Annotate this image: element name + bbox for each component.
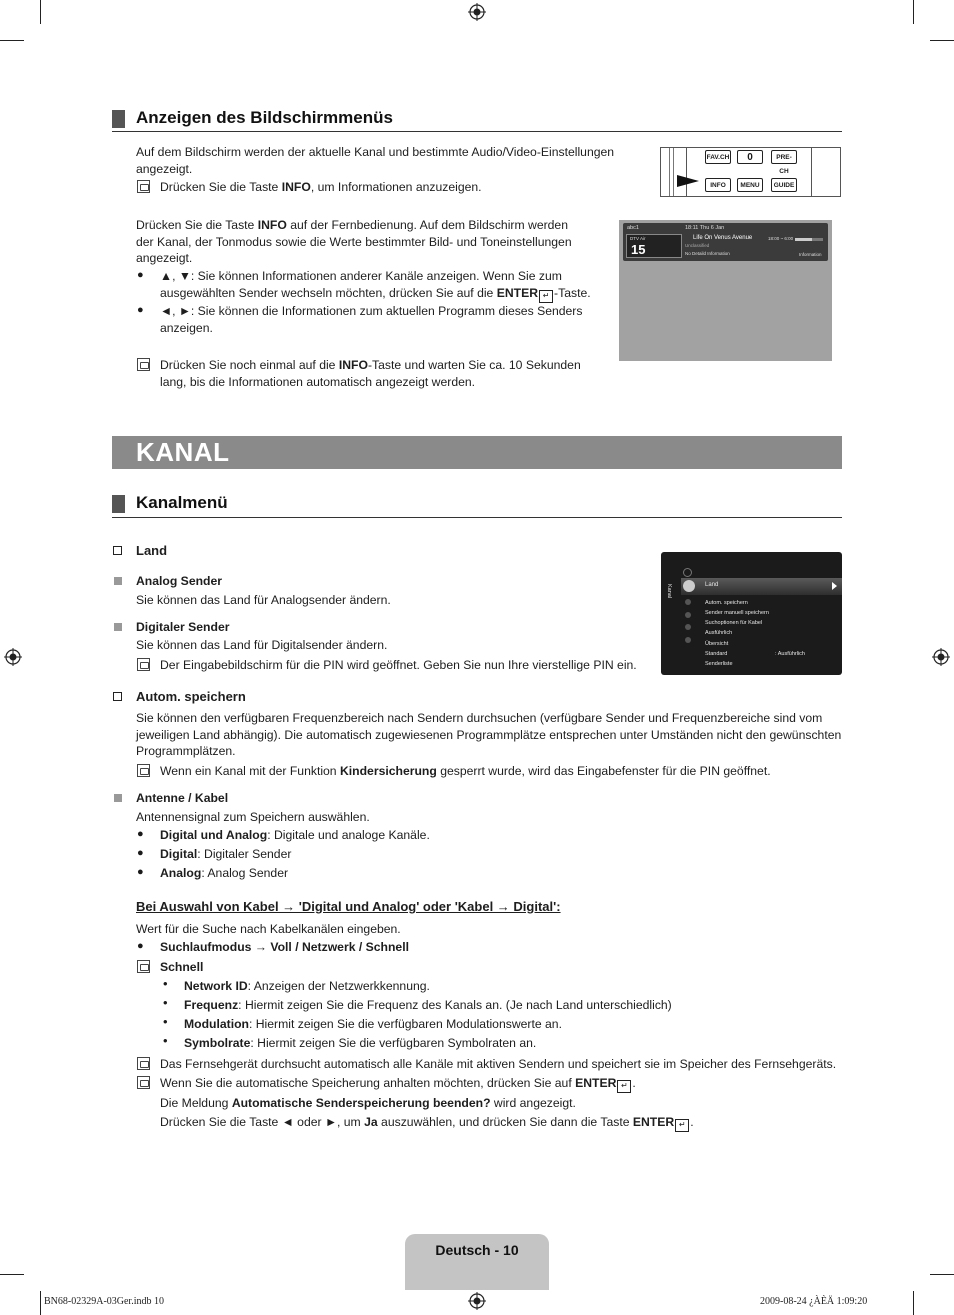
note-text: Drücken Sie die Taste INFO, um Informationen anzuzeigen. [160, 180, 482, 194]
note-icon [137, 1076, 150, 1089]
sub-option-text: Frequenz: Hiermit zeigen Sie die Frequenz des Kanals an. (Je nach Land unterschiedlich) [184, 998, 672, 1012]
note-icon [137, 960, 150, 973]
print-file-label: BN68-02329A-03Ger.indb 10 [44, 1296, 164, 1307]
autom-paragraph: Sie können den verfügbaren Frequenzbereich nach Sendern durchsuchen (verfügbare Sender und Frequenzbereiche sind vom jeweiligen Land abhängig). Die automatisch zugewiesenen Programmplätze entsprechen unter Umständen nicht den gewünschten Programmplätzen. [136, 711, 842, 758]
item-heading: Analog Sender [136, 574, 223, 588]
section-heading [112, 493, 842, 518]
note-text: Der Eingabebildschirm für die PIN wird geöffnet. Geben Sie nun Ihre vierstellige PIN ein. [160, 658, 637, 672]
channel-box: DTV Air 15 [626, 234, 682, 258]
menu-selected-item: Land [705, 582, 719, 588]
item-text: Sie können das Land für Digitalsender ändern. [136, 638, 388, 652]
info-banner [623, 223, 828, 261]
sub-option-text: Network ID: Anzeigen der Netzwerkkennung. [184, 979, 430, 993]
registration-mark-icon [932, 648, 950, 666]
page-number: Deutsch - 10 [435, 1242, 519, 1258]
item-heading: Antenne / Kabel [136, 791, 229, 805]
item-heading: Digitaler Sender [136, 620, 230, 634]
crop-mark [0, 1274, 24, 1275]
kabel-heading: Bei Auswahl von Kabel → 'Digital und Analog' oder 'Kabel → Digital': [136, 899, 561, 914]
note-text: Wenn ein Kanal mit der Funktion Kindersicherung gesperrt wurde, wird das Eingabefenster für die PIN geöffnet. [160, 764, 771, 778]
crop-mark [913, 0, 914, 24]
guide-button: GUIDE [771, 178, 797, 192]
rating-label: Unclassified [685, 243, 710, 248]
registration-mark-icon [4, 648, 22, 666]
progress-bar [795, 238, 823, 241]
satellite-icon [683, 580, 695, 592]
arrow-right-icon [832, 582, 837, 590]
section-title: Kanalmenü [136, 493, 228, 512]
program-title: Life On Venus Avenue [693, 235, 753, 241]
section-heading [112, 108, 842, 132]
info-label: Information [799, 252, 822, 257]
note-icon [137, 180, 150, 193]
crop-mark [913, 1291, 914, 1315]
bullet-icon: • [163, 976, 168, 991]
bullet-icon: ● [137, 269, 144, 281]
note-text: Das Fernsehgerät durchsucht automatisch alle Kanäle mit aktiven Sendern und speichert sie im Speicher des Fernsehgeräts. [160, 1057, 837, 1071]
channel-number: 15 [631, 242, 646, 257]
crop-mark [0, 40, 24, 41]
info-button: INFO [705, 178, 731, 192]
item-text: Antennensignal zum Speichern auswählen. [136, 810, 370, 824]
subheading-autom: Autom. speichern [136, 689, 246, 704]
heading-bar [112, 110, 125, 128]
checkbox-icon [113, 692, 122, 701]
info-paragraph: Drücken Sie die Taste INFO auf der Fernbedienung. Auf dem Bildschirm werden der Kanal, der Tonmodus sowie die Werte bestimmter Bild- und Toneinstellungen angezeigt. [136, 218, 572, 265]
tv-menu-screen [661, 552, 842, 675]
bullet-icon: ● [137, 847, 144, 859]
menu-item: Sender manuell speichern [705, 610, 769, 616]
crop-mark [40, 0, 41, 24]
bullet-text: ▲, ▼: Sie können Informationen anderer Kanäle anzeigen. Wenn Sie zum ausgewählten Sender wechseln möchten, drücken Sie auf die ENTER ↵ -Taste. [160, 268, 630, 303]
option-text: Digital und Analog: Digitale und analoge Kanäle. [160, 828, 430, 842]
square-bullet-icon [114, 623, 122, 631]
menu-button: MENU [737, 178, 763, 192]
such-text: Suchlaufmodus → Voll / Netzwerk / Schnell [160, 940, 409, 954]
bullet-icon: ● [137, 828, 144, 840]
enter-icon: ↵ [675, 1119, 689, 1132]
enter-icon: ↵ [617, 1080, 631, 1093]
note-icon [137, 658, 150, 671]
page-footer-tab [405, 1234, 549, 1290]
bullet-icon: ● [137, 940, 144, 952]
detail-label: No Detaild Information [685, 251, 730, 256]
menu-icon [685, 599, 691, 605]
bullet-icon: • [163, 1014, 168, 1029]
remote-illustration [660, 147, 841, 197]
note-icon [137, 764, 150, 777]
bullet-icon: ● [137, 866, 144, 878]
menu-item: Übersicht [705, 641, 729, 647]
note-icon [137, 1057, 150, 1070]
note-text: Drücken Sie noch einmal auf die INFO-Taste und warten Sie ca. 10 Sekunden lang, bis die Informationen automatisch angezeigt werden. [160, 358, 581, 389]
registration-mark-icon [468, 3, 486, 21]
bullet-icon: ● [137, 304, 144, 316]
time-range: 18:00 ~ 6:00 [768, 236, 794, 241]
option-text: Digital: Digitaler Sender [160, 847, 292, 861]
time-label: 18:11 Thu 6 Jan [685, 225, 725, 231]
subheading-land: Land [136, 543, 168, 558]
bullet-icon: • [163, 1033, 168, 1048]
bullet-icon: • [163, 995, 168, 1010]
registration-mark-icon [468, 1292, 486, 1310]
menu-item: Ausführlich [705, 630, 733, 636]
option-text: Analog: Analog Sender [160, 866, 289, 880]
fav-ch-button: FAV.CH [705, 150, 731, 164]
heading-bar [112, 495, 125, 513]
menu-icon [685, 624, 691, 630]
intro-text: Auf dem Bildschirm werden der aktuelle Kanal und bestimmte Audio/Video-Einstellungen angezeigt. [136, 145, 615, 176]
sub-option-text: Symbolrate: Hiermit zeigen Sie die verfügbaren Symbolraten an. [184, 1036, 537, 1050]
kabel-text: Wert für die Suche nach Kabelkanälen eingeben. [136, 922, 401, 936]
arrow-icon [677, 175, 699, 187]
menu-item: Suchoptionen für Kabel [705, 620, 763, 626]
chapter-banner [112, 436, 842, 469]
menu-side-label: Kanal [666, 584, 672, 599]
square-bullet-icon [114, 577, 122, 585]
bullet-text: ◄, ►: Sie können die Informationen zum aktuellen Programm dieses Senders anzeigen. [160, 304, 583, 335]
menu-item: Senderliste [705, 661, 733, 667]
crop-mark [930, 1274, 954, 1275]
menu-icon [685, 637, 691, 643]
checkbox-icon [113, 546, 122, 555]
zero-button: 0 [737, 150, 763, 164]
sub-option-text: Modulation: Hiermit zeigen Sie die verfügbaren Modulationswerte an. [184, 1017, 562, 1031]
schnell-text: Schnell [160, 960, 204, 974]
menu-selection-bar [681, 578, 842, 595]
note-icon [137, 358, 150, 371]
menu-icon [685, 612, 691, 618]
menu-item: Autom. speichern [705, 600, 748, 606]
menu-icon [683, 568, 692, 577]
source-label: abc1 [627, 225, 639, 231]
enter-icon: ↵ [539, 290, 553, 303]
section-title: Anzeigen des Bildschirmmenüs [136, 108, 393, 127]
chapter-title: KANAL [136, 437, 230, 467]
crop-mark [40, 1291, 41, 1315]
pre-ch-button: PRE-CH [771, 150, 797, 164]
print-date-label: 2009-08-24 ¿ÀÈÄ 1:09:20 [760, 1296, 868, 1307]
tv-info-screen [619, 220, 832, 361]
item-text: Sie können das Land für Analogsender ändern. [136, 593, 391, 607]
menu-item-value: : Ausführlich [775, 651, 805, 657]
crop-mark [930, 40, 954, 41]
square-bullet-icon [114, 794, 122, 802]
note-text: Wenn Sie die automatische Speicherung anhalten möchten, drücken Sie auf ENTER ↵ . Die Meldung Automatische Senderspeicherung beenden? wird angezeigt. Drücken Sie die Taste ◄ oder ►, um Ja auszuwählen, und drücken Sie dann die Taste ENTER ↵ . [160, 1075, 840, 1132]
menu-item: Standard [705, 651, 728, 657]
